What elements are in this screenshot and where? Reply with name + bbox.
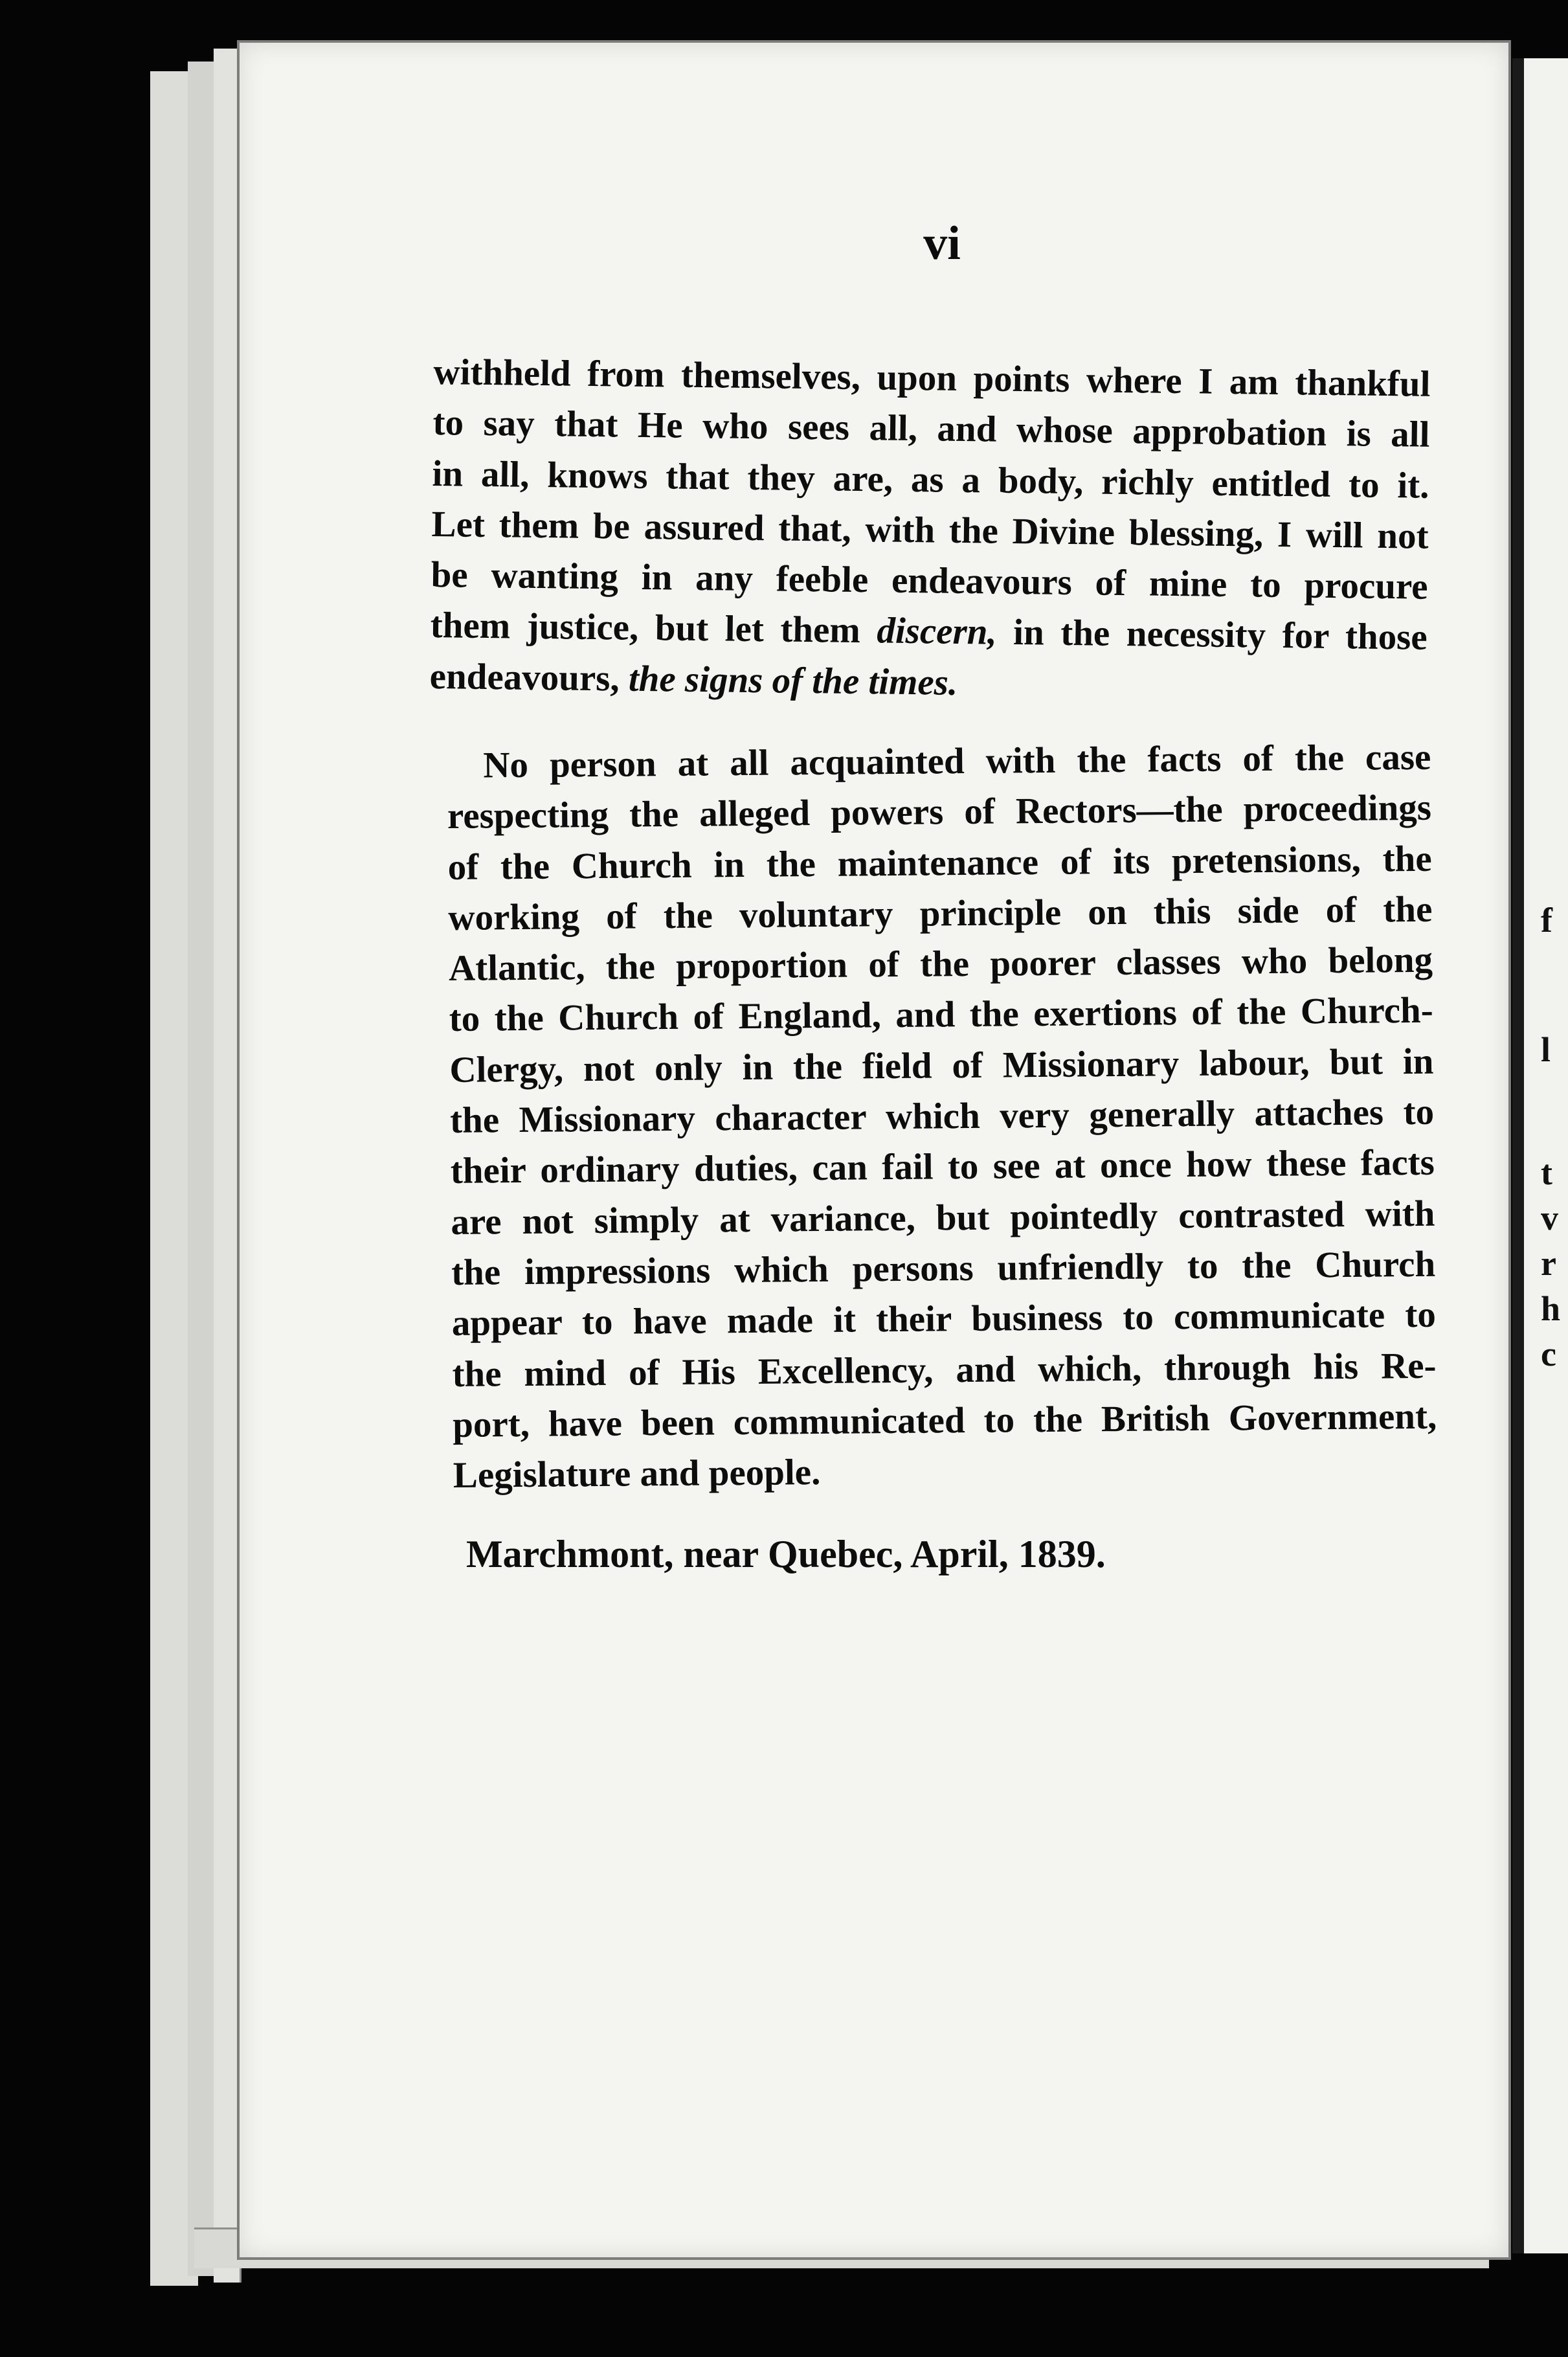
text-line: respecting the alleged powers of Rectors—the proceedings [447,787,1432,837]
adjacent-page-letter: r [1541,1244,1556,1283]
text-line: Legislature and people. [453,1452,821,1496]
adjacent-page-letter: v [1541,1199,1558,1237]
text-line: in all, knows that they are, as a body, richly entitled to it. [432,453,1429,506]
text-line: appear to have made it their business to communicate to [451,1294,1437,1344]
text-line: port, have been communicated to the British Government, [452,1395,1437,1445]
text-line: be wanting in any feeble endeavours of mine to procure [431,554,1428,607]
text-line: withheld from themselves, upon points where I am thankful [433,351,1431,405]
adjacent-page-letter: t [1541,1153,1552,1192]
adjacent-page-letter: h [1541,1289,1561,1328]
adjacent-page-letter: c [1541,1335,1556,1373]
italic-word: discern, [877,610,998,653]
signoff-place-date: Marchmont, near Quebec, April, 1839. [466,1533,1106,1575]
italic-phrase: the signs of the times. [628,658,958,703]
text-line: of the Church in the maintenance of its pretensions, the [447,838,1432,888]
adjacent-page-letter: l [1541,1030,1551,1069]
text-line: Atlantic, the proportion of the poorer classes who belong [448,939,1433,989]
adjacent-page-letter: f [1541,901,1552,940]
text-line: No person at all acquainted with the facts of the case [483,736,1431,786]
text-line: their ordinary duties, can fail to see at once how these facts [450,1142,1435,1192]
text-segment: endeavours, [429,655,620,699]
text-line: working of the voluntary principle on this side of the [448,888,1433,938]
paragraph-1 [429,347,1431,714]
adjacent-page-sliver [1512,58,1568,2253]
text-line: to say that He who sees all, and whose approbation is all [432,402,1430,456]
text-segment: them justice, but let them [430,605,861,651]
text-line: the impressions which persons unfriendly to the Church [451,1243,1436,1293]
text-line: to the Church of England, and the exertions of the Church- [449,990,1433,1040]
text-line: Let them be assured that, with the Divine blessing, I will not [431,503,1429,557]
text-line: Clergy, not only in the field of Missionary labour, but in [449,1041,1434,1090]
text-line: the mind of His Excellency, and which, through his Re- [452,1345,1437,1395]
book-page [237,40,1511,2260]
text-line: are not simply at variance, but pointedly contrasted with [451,1193,1435,1243]
page-number: vi [923,217,961,270]
text-segment: in the necessity for those [1013,612,1428,659]
text-line: the Missionary character which very generally attaches to [449,1091,1435,1142]
paragraph-2 [447,732,1437,1502]
